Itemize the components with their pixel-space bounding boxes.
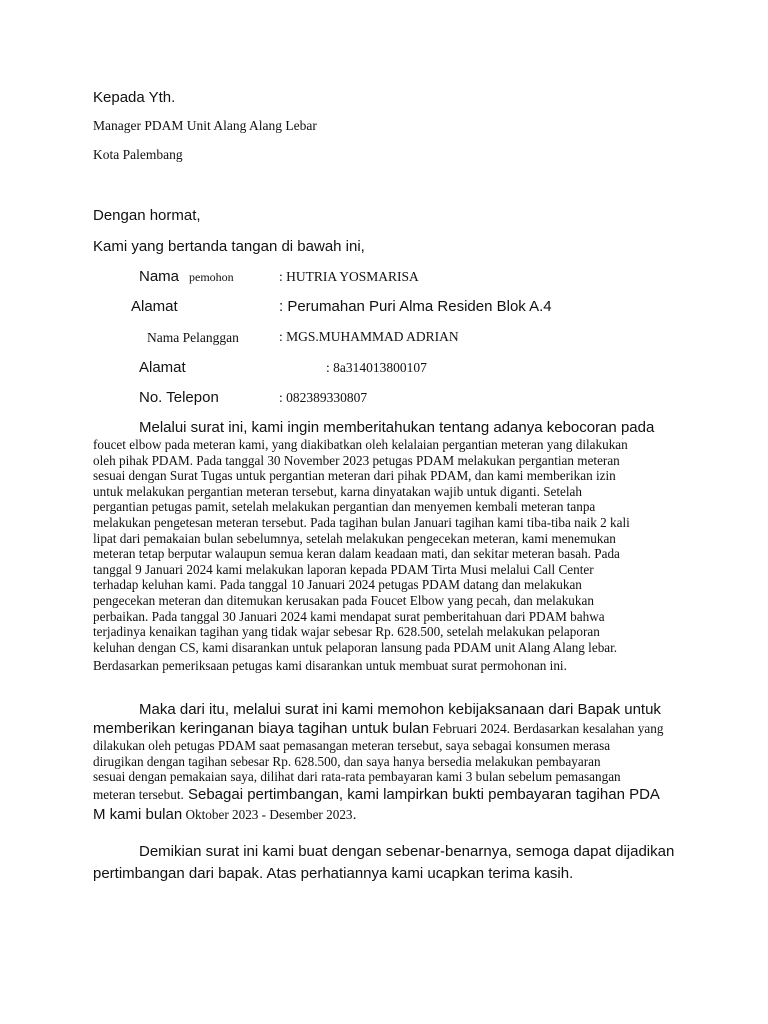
paragraph-line: meteran tetap berputar walaupun semua keran dalam keadaan mati, dan sekitar meteran basah. Pada: [93, 546, 620, 562]
paragraph-line: [93, 719, 679, 738]
field-label-address: Alamat: [131, 298, 178, 315]
recipient-title: Manager PDAM Unit Alang Alang Lebar: [93, 118, 317, 133]
intro-sentence: Kami yang bertanda tangan di bawah ini,: [93, 238, 365, 255]
field-label-name-main: Nama: [139, 268, 180, 285]
field-value-phone: : 082389330807: [279, 390, 368, 405]
paragraph-line: sesuai dengan Surat Tugas untuk pergantian meteran dari pihak PDAM, dan kami memberikan izin: [93, 468, 616, 484]
recipient-city: Kota Palembang: [93, 147, 183, 162]
paragraph-line: tanggal 9 Januari 2024 kami melakukan laporan kepada PDAM Tirta Musi melalui Call Center: [93, 561, 594, 577]
paragraph-line: keluhan dengan CS, kami disarankan untuk pelaporan lansung pada PDAM unit Alang Alang lebar.: [93, 639, 618, 655]
closing-line-1: Demikian surat ini kami buat dengan sebenar-benarnya, semoga dapat dijadikan: [139, 843, 675, 860]
paragraph-line: terjadinya kenaikan tagihan yang tidak wajar sebesar Rp. 628.500, setelah melakukan pelaporan: [93, 624, 600, 640]
field-value-customer-address: : 8a314013800107: [326, 360, 427, 375]
field-label-phone: No. Telepon: [139, 389, 219, 406]
paragraph-request-lead: Maka dari itu, melalui surat ini kami memohon kebijaksanaan dari Bapak untuk: [139, 701, 661, 718]
paragraph-line: dilakukan oleh petugas PDAM saat pemasangan meteran tersebut, saya sebagai konsumen merasa: [93, 738, 611, 753]
request-line2-serif: Februari 2024. Berdasarkan kesalahan yang: [429, 721, 664, 736]
request-last-serif: Oktober 2023 - Desember 2023: [182, 806, 353, 822]
request-tail-serif: meteran tersebut.: [93, 786, 184, 802]
field-label-name: [139, 268, 234, 286]
field-label-name-small: pemohon: [189, 270, 234, 284]
paragraph-line: pergantian petugas pamit, setelah melakukan pergantian dan menyemen kembali meteran tanpa: [93, 499, 596, 515]
field-value-address: : Perumahan Puri Alma Residen Blok A.4: [279, 298, 552, 315]
paragraph-line: terhadap keluhan kami. Pada tanggal 10 Januari 2024 petugas PDAM datang dan melakukan: [93, 577, 582, 593]
paragraph-complaint: [93, 418, 679, 674]
field-label-customer-name: Nama Pelanggan: [147, 330, 239, 345]
paragraph-line: melakukan pengetesan meteran tersebut. Pada tagihan bulan Januari tagihan kami tiba-tiba naik 2 kali: [93, 514, 630, 530]
paragraph-line: foucet elbow pada meteran kami, yang diakibatkan oleh kelalaian pergantian meteran yang dilakukan: [93, 437, 628, 452]
paragraph-line: [93, 805, 679, 825]
salutation: Dengan hormat,: [93, 207, 201, 224]
closing-line-2: pertimbangan dari bapak. Atas perhatiannya kami ucapkan terima kasih.: [93, 865, 574, 882]
paragraph-line: oleh pihak PDAM. Pada tanggal 30 November 2023 petugas PDAM melakukan pergantian meteran: [93, 452, 620, 468]
paragraph-line: perbaikan. Pada tanggal 30 Januari 2024 kami mendapat surat pemberitahuan dari PDAM bahwa: [93, 608, 605, 624]
field-value-customer-name: : MGS.MUHAMMAD ADRIAN: [279, 329, 459, 344]
recipient-greeting: Kepada Yth.: [93, 89, 176, 106]
paragraph-line: sesuai dengan pemakaian saya, dilihat dari rata-rata pembayaran kami 3 bulan sebelum pemasangan: [93, 769, 621, 785]
paragraph-line: [93, 785, 679, 805]
field-value-name: : HUTRIA YOSMARISA: [279, 269, 419, 284]
paragraph-line: dirugikan dengan tagihan sebesar Rp. 628.500, dan saya hanya bersedia melakukan pembayaran: [93, 753, 601, 769]
request-last-end: .: [352, 805, 357, 823]
paragraph-complaint-lead: Melalui surat ini, kami ingin memberitahukan tentang adanya kebocoran pada: [139, 419, 655, 436]
paragraph-line: Berdasarkan pemeriksaan petugas kami disarankan untuk membuat surat permohonan ini.: [93, 658, 567, 674]
paragraph-line: lipat dari pemakaian bulan sebelumnya, setelah melakukan pengecekan meteran, kami menemukan: [93, 530, 616, 546]
request-last-sans: M kami bulan: [93, 805, 183, 823]
paragraph-closing: [93, 841, 674, 885]
field-label-customer-address: Alamat: [139, 359, 186, 376]
request-tail-sans: Sebagai pertimbangan, kami lampirkan bukti pembayaran tagihan PDA: [183, 785, 660, 803]
paragraph-line: untuk melakukan pergantian meteran tersebut, karna dinyatakan wajib untuk diganti. Setelah: [93, 483, 583, 499]
paragraph-request: [93, 700, 679, 825]
request-line2-sans: memberikan keringanan biaya tagihan untuk bulan: [93, 720, 430, 737]
paragraph-line: pengecekan meteran dan ditemukan kerusakan pada Foucet Elbow yang pecah, dan melakukan: [93, 592, 594, 608]
